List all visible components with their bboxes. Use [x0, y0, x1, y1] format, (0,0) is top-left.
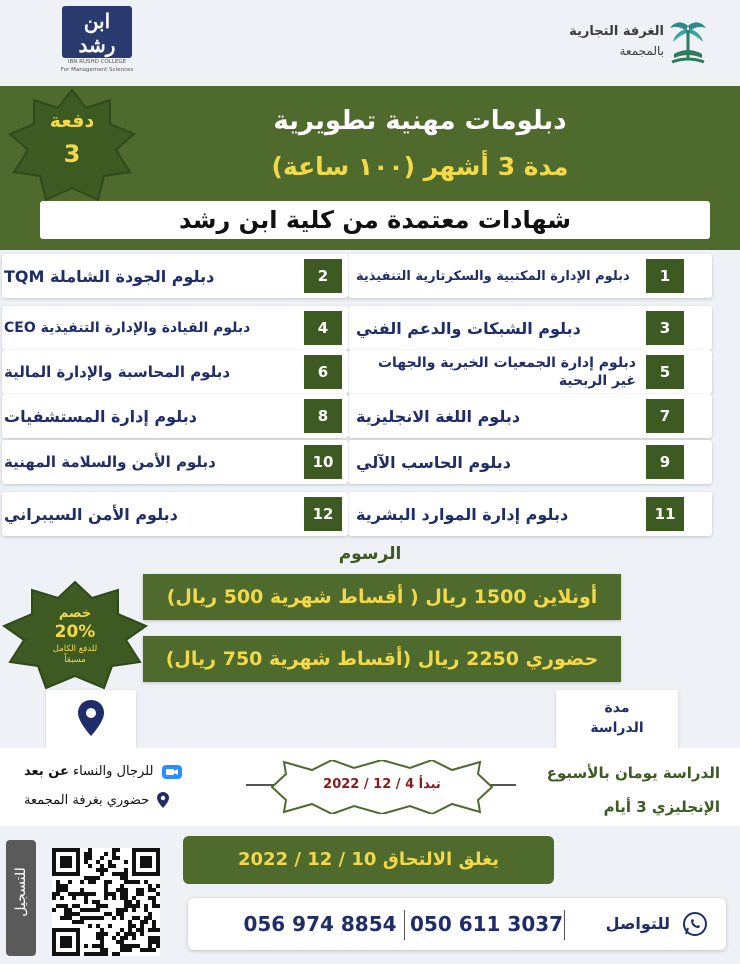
diploma-number: 4	[304, 311, 342, 345]
registration-qr-code[interactable]	[52, 848, 160, 956]
remote-audience: للرجال والنساء	[72, 764, 154, 779]
study-duration-label-line2: الدراسة	[590, 720, 644, 736]
remote-mode	[24, 764, 214, 779]
chamber-name-line1: الغرفة التجارية	[569, 24, 664, 39]
diploma-item	[2, 306, 348, 350]
start-date: تبدأ 4 / 12 / 2022	[323, 777, 441, 792]
remote-label: عن بعد	[24, 764, 69, 779]
contact-divider	[404, 910, 405, 940]
discount-badge	[0, 580, 150, 690]
ibn-rushd-college-logo	[58, 6, 136, 78]
register-tab[interactable]	[6, 840, 36, 956]
college-mark-line2: رشد	[78, 33, 116, 57]
study-duration-label-line1: مدة	[604, 700, 630, 716]
batch-badge	[6, 88, 138, 206]
contact-label: للتواصل	[605, 914, 670, 933]
chamber-logo	[548, 14, 708, 72]
diploma-item	[2, 492, 348, 536]
enrollment-closing-date: يغلق الالتحاق 10 / 12 / 2022	[183, 836, 554, 884]
diploma-item	[348, 440, 712, 484]
diploma-number: 9	[646, 445, 684, 479]
diploma-item	[348, 350, 712, 394]
diploma-number: 1	[646, 259, 684, 293]
discount-condition-line1: للدفع الكامل	[52, 644, 98, 654]
diploma-number: 3	[646, 311, 684, 345]
college-mark-line1: ابن	[83, 9, 111, 33]
diploma-item	[2, 350, 348, 394]
diploma-name: دبلوم إدارة الجمعيات الخيرية والجهات غير الربحية	[377, 355, 636, 389]
diploma-name: دبلوم الأمن والسلامة المهنية	[4, 453, 216, 471]
study-duration-box	[556, 690, 678, 750]
diploma-number: 2	[304, 259, 342, 293]
location-box	[46, 690, 136, 748]
diploma-number: 6	[304, 355, 342, 389]
onsite-mode	[24, 792, 214, 808]
diploma-number: 5	[646, 355, 684, 389]
study-schedule: الدراسة يومان بالأسبوع	[546, 764, 720, 782]
certificate-bar: شهادات معتمدة من كلية ابن رشد	[40, 201, 710, 239]
diploma-item	[2, 254, 348, 298]
diploma-number: 10	[304, 445, 342, 479]
diploma-number: 11	[646, 497, 684, 531]
diploma-item	[348, 254, 712, 298]
onsite-location: حضوري بغرفة المجمعة	[24, 792, 150, 808]
fee-onsite: حضوري 2250 ريال (أقساط شهرية 750 ريال)	[143, 636, 621, 682]
diploma-name: دبلوم إدارة الموارد البشرية	[356, 504, 569, 524]
phone-number-2[interactable]: 056 974 8854	[243, 912, 397, 936]
qr-code-icon	[52, 848, 160, 956]
discount-condition	[0, 644, 150, 666]
register-label: للتسجيل	[13, 867, 29, 917]
fee-online: أونلاين 1500 ريال ( أقساط شهرية 500 ريال)	[143, 574, 621, 620]
page-title: دبلومات مهنية تطويرية	[273, 106, 567, 136]
palm-tree-icon	[668, 18, 708, 68]
fees-title: الرسوم	[338, 544, 402, 564]
diploma-number: 7	[646, 399, 684, 433]
video-camera-icon	[162, 765, 182, 779]
college-english-subtitle: For Management Sciences	[60, 67, 134, 73]
map-pin-icon	[46, 690, 136, 748]
diploma-item	[2, 394, 348, 438]
diploma-name: دبلوم الحاسب الآلي	[356, 452, 511, 472]
diploma-name: دبلوم الشبكات والدعم الفني	[356, 318, 581, 338]
diploma-item	[2, 440, 348, 484]
discount-label: خصم	[58, 606, 92, 621]
diploma-name: دبلوم اللغة الانجليزية	[356, 406, 521, 426]
contact-divider	[564, 910, 565, 940]
program-duration: مدة 3 أشهر (١٠٠ ساعة)	[271, 152, 569, 181]
diploma-name: دبلوم إدارة المستشفيات	[4, 406, 197, 426]
discount-percent: 20%	[54, 622, 96, 642]
batch-number: 3	[63, 140, 81, 168]
college-english-name: IBN RUSHD COLLEGE	[67, 59, 127, 65]
contact-bar	[188, 898, 726, 950]
batch-label: دفعة	[49, 110, 95, 132]
diploma-number: 12	[304, 497, 342, 531]
diploma-name: دبلوم المحاسبة والإدارة المالية	[4, 363, 231, 381]
diploma-item	[348, 306, 712, 350]
diploma-number: 8	[304, 399, 342, 433]
diploma-item	[348, 394, 712, 438]
chamber-name-line2: بالمجمعة	[619, 44, 664, 58]
diploma-name: دبلوم الأمن السيبراني	[4, 504, 178, 524]
diploma-item	[348, 492, 712, 536]
college-mark	[62, 6, 132, 58]
location-pin-icon	[157, 792, 169, 808]
whatsapp-icon	[682, 911, 708, 937]
diploma-name: دبلوم الإدارة المكتبية والسكرتارية التنفيذية	[356, 268, 630, 284]
start-date-badge	[262, 760, 502, 814]
english-schedule: الإنجليزي 3 أيام	[603, 798, 720, 816]
phone-number-1[interactable]: 050 611 3037	[410, 912, 564, 936]
diploma-name: دبلوم الجودة الشاملة TQM	[4, 266, 215, 286]
discount-condition-line2: مسبقاً	[64, 655, 86, 665]
diploma-name: دبلوم القيادة والإدارة التنفيذية CEO	[4, 320, 251, 336]
